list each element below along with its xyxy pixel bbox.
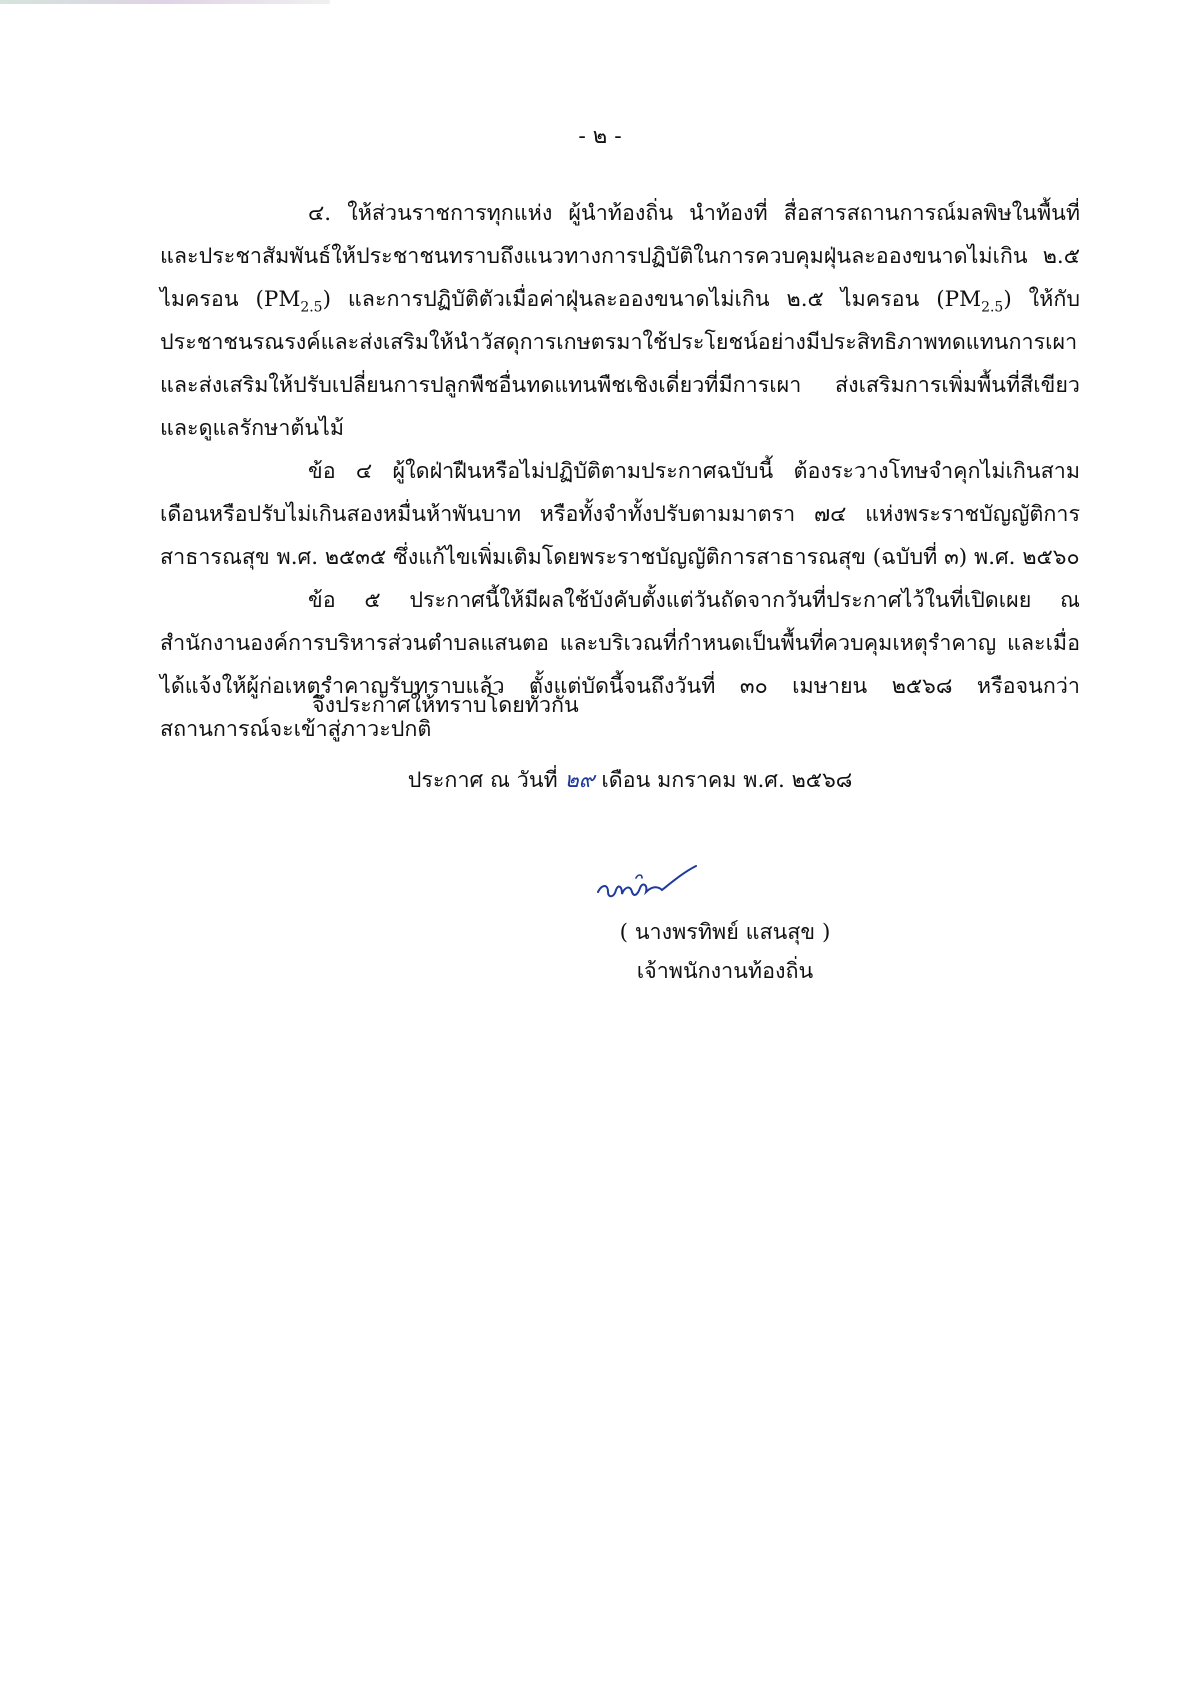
paragraph-text: ข้อ ๔ ผู้ใดฝ่าฝืนหรือไม่ปฏิบัติตามประกาศฉบับนี้ ต้องระวางโทษจำคุกไม่เกินสามเดือนหรือปรับไม่เกินสองหมื่นห้าพันบาท หรือทั้งจำทั้งปรับตามมาตรา ๗๔ แห่งพระราชบัญญัติการสาธารณสุข พ.ศ. ๒๕๓๕ ซึ่งแก้ไขเพิ่มเติมโดยพระราชบัญญัติการสาธารณสุข (ฉบับที่ ๓) พ.ศ. ๒๕๖๐ [160,459,1080,570]
paragraph-clause4 [160,450,1080,579]
subscript-text: 2.5 [300,299,323,316]
paragraph-clause5 [160,579,1080,751]
paragraph-text: ข้อ ๕ ประกาศนี้ให้มีผลใช้บังคับตั้งแต่วันถัดจากวันที่ประกาศไว้ในที่เปิดเผย ณ สำนักงานองค์การบริหารส่วนตำบลแสนตอ และบริเวณที่กำหนดเป็นพื้นที่ควบคุมเหตุรำคาญ และเมื่อได้แจ้งให้ผู้ก่อเหตุรำคาญรับทราบแล้ว ตั้งแต่บัดนี้จนถึงวันที่ ๓๐ เมษายน ๒๕๖๘ หรือจนกว่าสถานการณ์จะเข้าสู่ภาวะปกติ [160,588,1080,742]
announcement-date [0,763,1200,797]
paragraph-item4 [160,192,1080,450]
subscript-text: 2.5 [981,299,1004,316]
paragraph-text: ๔. ให้ส่วนราชการทุกแห่ง ผู้นำท้องถิ่น นำท้องที่ สื่อสารสถานการณ์มลพิษในพื้นที่และประชาสัมพันธ์ให้ประชาชนทราบถึงแนวทางการปฏิบัติในการควบคุมฝุ่นละอองขนาดไม่เกิน ๒.๕ ไมครอน (PM [160,201,1080,312]
handwritten-day: ๒๙ [564,768,595,793]
date-prefix: ประกาศ ณ วันที่ [407,768,558,793]
page-number: - ๒ - [578,124,622,149]
paragraph-text: ) ให้กับประชาชนรณรงค์และส่งเสริมให้นำวัสดุการเกษตรมาใช้ประโยชน์อย่างมีประสิทธิภาพทดแทนการเผา และส่งเสริมให้ปรับเปลี่ยนการปลูกพืชอื่นทดแทนพืชเชิงเดี่ยวที่มีการเผา ส่งเสริมการเพิ่มพื้นที่สีเขียว และดูแลรักษาต้นไม้ [160,287,1081,441]
signatory-name: ( นางพรทิพย์ แสนสุข ) [619,920,831,945]
paragraph-text: ) และการปฏิบัติตัวเมื่อค่าฝุ่นละอองขนาดไม่เกิน ๒.๕ ไมครอน (PM [322,287,982,312]
document-body [160,192,1080,751]
handwritten-signature [592,862,702,906]
signatory-position: เจ้าพนักงานท้องถิ่น [636,959,814,984]
closing-statement: จึงประกาศให้ทราบโดยทั่วกัน [312,693,579,718]
scan-edge-mark [0,0,330,4]
date-suffix: เดือน มกราคม พ.ศ. ๒๕๖๘ [601,768,853,793]
